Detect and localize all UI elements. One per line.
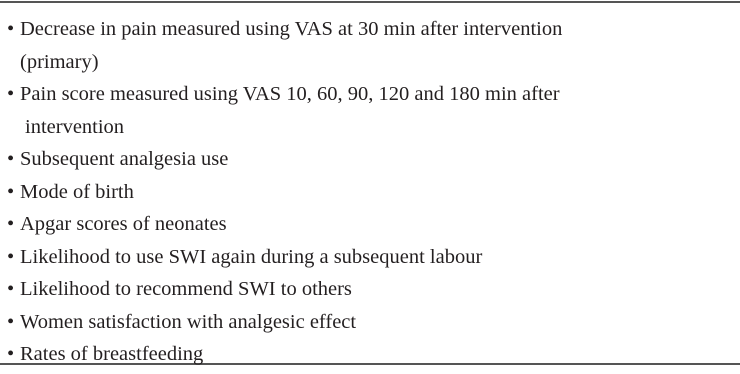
bullet-icon: • <box>7 278 15 300</box>
bullet-icon: • <box>7 180 15 203</box>
bullet-icon: • <box>7 245 15 268</box>
list-item <box>7 143 727 176</box>
outcome-text: Mode of birth <box>20 180 134 203</box>
list-item <box>7 13 727 78</box>
outcome-text: Likelihood to recommend SWI to others <box>20 278 352 300</box>
list-item <box>7 306 727 339</box>
outcome-text: Apgar scores of neonates <box>20 213 227 235</box>
outcome-text: Rates of breastfeeding <box>20 343 204 365</box>
outcome-text: Likelihood to use SWI again during a subsequent labour <box>20 245 483 268</box>
list-item <box>7 78 727 143</box>
outcome-text-continuation: (primary) <box>20 50 99 73</box>
outcome-text: Subsequent analgesia use <box>20 148 229 170</box>
bullet-icon: • <box>7 213 15 235</box>
list-item <box>7 176 727 209</box>
outcome-text: Women satisfaction with analgesic effect <box>20 310 357 333</box>
bullet-icon: • <box>7 343 15 365</box>
list-item <box>7 273 727 306</box>
outcome-list <box>7 13 727 371</box>
outcome-text: Decrease in pain measured using VAS at 30 min after intervention <box>20 18 563 40</box>
outcome-text-continuation: intervention <box>25 115 125 138</box>
bullet-icon: • <box>7 148 15 170</box>
list-item <box>7 208 727 241</box>
outcome-text: Pain score measured using VAS 10, 60, 90, 120 and 180 min after <box>20 83 560 105</box>
outcomes-table <box>0 1 740 365</box>
bullet-icon: • <box>7 83 15 105</box>
bullet-icon: • <box>7 18 15 40</box>
list-item <box>7 241 727 274</box>
bullet-icon: • <box>7 310 15 333</box>
list-item <box>7 338 727 371</box>
